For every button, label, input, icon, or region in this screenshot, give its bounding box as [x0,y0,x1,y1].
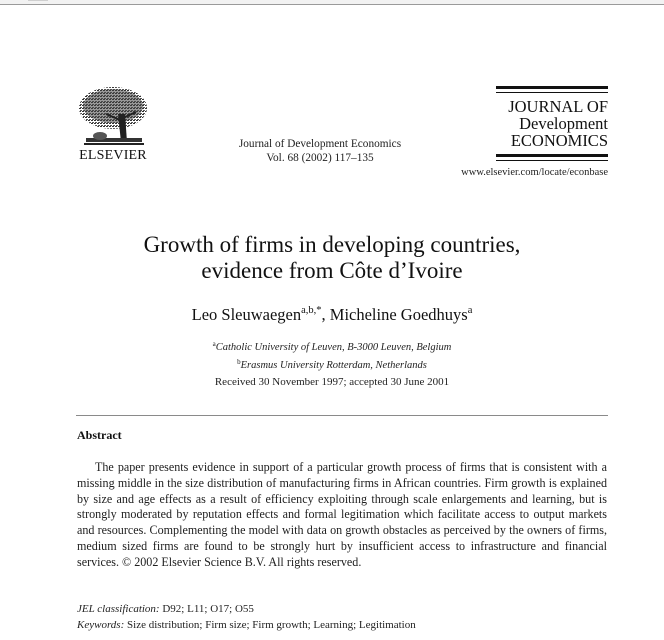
author-affiliation-marks[interactable]: a [467,305,473,316]
masthead-title [496,98,608,149]
jel-codes: D92; L11; O17; O55 [162,603,254,615]
author-list [60,305,604,325]
jel-label: JEL classification: [77,603,160,615]
title-line-2: evidence from Côte d’Ivoire [201,258,463,283]
abstract-heading: Abstract [77,428,122,442]
affiliation-text: Catholic University of Leuven, B-3000 Leuven, Belgium [215,342,452,353]
affiliation-item [60,355,604,373]
affiliations [60,337,604,373]
masthead-top-rule [496,86,608,93]
journal-name: Journal of Development Economics [238,138,402,150]
masthead-line: JOURNAL OF [508,97,608,116]
abstract-body: The paper presents evidence in support of a particular growth process of firms that is consistent with a missing middle in the size distribution of manufacturing firms in African countries. Firm growth is explained by size and age effects as a result of efficiency exploiting through scale enlargements and learning, but is strongly moderated by reputation effects and formal legitimation which facilitate access to output markets and resources. Complementing the model with data on growth obstacles as perceived by the owners of firms, medium sized firms are found to be strongly hurt by insufficient access to infrastructure and financial services. © 2002 Elsevier Science B.V. All rights reserved. [77,460,607,569]
title-line-1: Growth of firms in developing countries, [143,232,521,257]
journal-masthead [496,86,608,161]
author-name: Leo Sleuwaegen [191,305,302,324]
keywords-label: Keywords: [77,619,125,631]
affiliation-mark: a [212,340,216,348]
jel-classification [77,603,254,615]
section-divider [76,415,608,416]
keywords [77,619,416,631]
volume-info: Vol. 68 (2002) 117–135 [266,152,374,164]
journal-citation [215,137,425,165]
author-affiliation-marks[interactable]: a,b,* [301,305,322,316]
author-separator: , [321,305,330,324]
received-dates: Received 30 November 1997; accepted 30 June 2001 [214,376,450,388]
author-name: Micheline Goedhuys [329,305,468,324]
publisher-logo-text: ELSEVIER [79,148,147,163]
affiliation-text: Erasmus University Rotterdam, Netherlands [240,360,427,371]
masthead-line: Development [519,114,608,133]
masthead-bottom-rule [496,154,608,161]
keywords-list: Size distribution; Firm size; Firm growth; Learning; Legitimation [127,619,416,631]
journal-url[interactable]: www.elsevier.com/locate/econbase [461,167,608,178]
affiliation-item [60,337,604,355]
article-title [60,232,604,284]
affiliation-mark: b [237,358,241,366]
masthead-line: ECONOMICS [510,131,608,150]
